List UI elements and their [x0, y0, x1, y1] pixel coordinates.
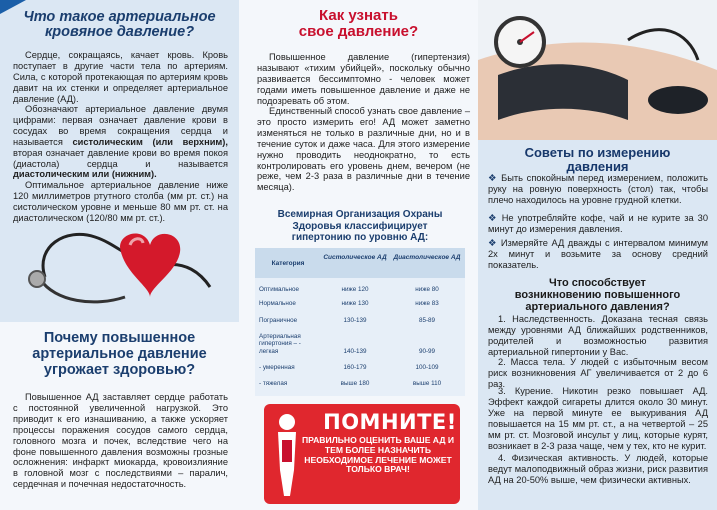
table-cell: ниже 120	[341, 286, 369, 293]
section-title-why-danger: Почему повышенное артериальное давление угрожает здоровью?	[32, 330, 207, 378]
table-cell: 90-99	[418, 348, 436, 355]
table-header-diastolic: Диастолическое АД	[393, 254, 461, 261]
remember-figure-icon	[272, 410, 302, 498]
tips-title: Советы по измерению давления	[524, 145, 671, 174]
bullet-diamond-icon: ❖	[488, 173, 498, 183]
table-cell: Оптимальное	[259, 286, 299, 293]
table-cell: ниже 80	[415, 286, 439, 293]
table-cell: выше 180	[340, 380, 370, 387]
table-cell: 130-139	[343, 317, 367, 324]
table-cell: выше 110	[412, 380, 442, 387]
table-header-systolic: Систолическое АД	[323, 254, 387, 261]
table-cell: - тяжелая	[259, 380, 288, 387]
section-title-how-know: Как узнать свое давление?	[298, 7, 419, 40]
table-cell: 85-89	[418, 317, 436, 324]
paragraph-measure: Единственный способ узнать свое давление – это просто измерить его! АД может заметно изменяться не только в различные дни, но и в течение суток и даже часа. Для этого измерение нужно проводить неоднократно, то есть контролировать его уровень днем, вечером (не реже, чем 2-3 раза в различные дни в течение месяца).	[257, 106, 470, 193]
table-cell: - умеренная	[259, 364, 295, 371]
table-cell: 140-139	[343, 348, 367, 355]
bullet-diamond-icon: ❖	[488, 238, 498, 248]
section-title-what-is: Что такое артериальное кровяное давление?	[23, 9, 216, 40]
blood-pressure-cuff-icon	[478, 0, 717, 140]
paragraph-optimal: Оптимальное артериальное давление ниже 120 миллиметров ртутного столба (мм рт. ст.) на систолическом уровне и меньше 80 мм рт. ст. на диастолическом (120/80 мм рт. ст.).	[13, 180, 228, 223]
table-cell: Артериальная гипертония – - легкая	[259, 333, 301, 355]
factor-heredity: 1. Наследственность. Доказана тесная связь между уровнями АД ближайших родственников, родителей и возможностью развития артериальной гипертонии у Вас.	[488, 314, 708, 357]
paragraph-silent-killer: Повышенное давление (гипертензия) называют «тихим убийцей», поскольку обычно развивается бессимптомно - человек может годами иметь повышенное давление и даже не подозревать об этом.	[257, 52, 470, 106]
table-cell: Нормальное	[259, 300, 296, 307]
table-cell: ниже 83	[415, 300, 439, 307]
paragraph-blood-flow: Сердце, сокращаясь, качает кровь. Кровь поступает в другие части тела по артериям. Сила, с которой протекающая по артериям кровь давит на их стенки и определяет артериальное давление (АД).	[13, 50, 228, 104]
stethoscope-heart-icon	[25, 207, 225, 317]
factor-activity: 4. Физическая активность. У людей, которые ведут малоподвижный образ жизни, риск развития АД на 20-50% выше, чем физически активных.	[488, 453, 708, 485]
table-cell: 160-179	[343, 364, 367, 371]
table-header-category: Категория	[271, 260, 305, 267]
paragraph-why-danger: Повышенное АД заставляет сердце работать с постоянной увеличенной нагрузкой. Это приводит к его изнашиванию, а также ускоряет процессы поражения сосудов самого сердца, головного мозга и почек, вследствие чего на фоне повышенного давления возможны грозные осложнения: инфаркт миокарда, кровоизлияние в головной мозг с последствиями – паралич, сердечная и почечная недостаточность.	[13, 392, 228, 490]
tip-item: ❖ Не употребляйте кофе, чай и не курите за 30 минут до измерения давления.	[488, 213, 709, 234]
factor-smoking: 3. Курение. Никотин резко повышает АД. Эффект каждой сигареты длится около 30 минут. Уже на первой минуте ее выкуривания АД повышается на 15 мм рт. ст., а на четвертой – 25 мм рт. ст. Мозговой инсульт у лиц, которые курят, возникает в 2-3 раза чаще, чем у тех, кто не курит.	[488, 386, 708, 451]
table-cell: 100-109	[415, 364, 439, 371]
remember-text: ПРАВИЛЬНО ОЦЕНИТЬ ВАШЕ АД И ТЕМ БОЛЕЕ НАЗНАЧИТЬ НЕОБХОДИМОЕ ЛЕЧЕНИЕ МОЖЕТ ТОЛЬКО ВРАЧ!	[301, 435, 455, 475]
tip-item: ❖ Быть спокойным перед измерением, положить руку на ровную поверхность (стол) так, чтобы плечо находилось на уровне грудной клетки.	[488, 173, 708, 205]
table-cell: Пограничное	[259, 317, 298, 324]
who-classification-title: Всемирная Организация Охраны Здоровья классифицирует гипертонию по уровню АД:	[277, 209, 443, 243]
column-tips	[478, 0, 717, 510]
remember-title: ПОМНИТЕ!	[323, 410, 457, 434]
paragraph-two-numbers: Обозначают артериальное давление двумя цифрами: первая означает давление крови в сосудах во время сокращения сердца и называется систолическим (или верхним), вторая означает давление крови во время покоя (диастола) сердца и называется диастолическим или (нижним).	[13, 104, 228, 180]
factor-weight: 2. Масса тела. У людей с избыточным весом риск возникновения АГ увеличивается от 2 до 6 раз.	[488, 357, 708, 389]
column-what-is-pressure	[0, 0, 239, 510]
factors-title: Что способствует возникновению повышенного артериального давления?	[514, 277, 681, 313]
table-cell: ниже 130	[341, 300, 369, 307]
bullet-diamond-icon: ❖	[488, 213, 498, 223]
tip-item: ❖ Измеряйте АД дважды с интервалом минимум 2х минут и возьмите за основу средний показатель.	[488, 238, 709, 270]
